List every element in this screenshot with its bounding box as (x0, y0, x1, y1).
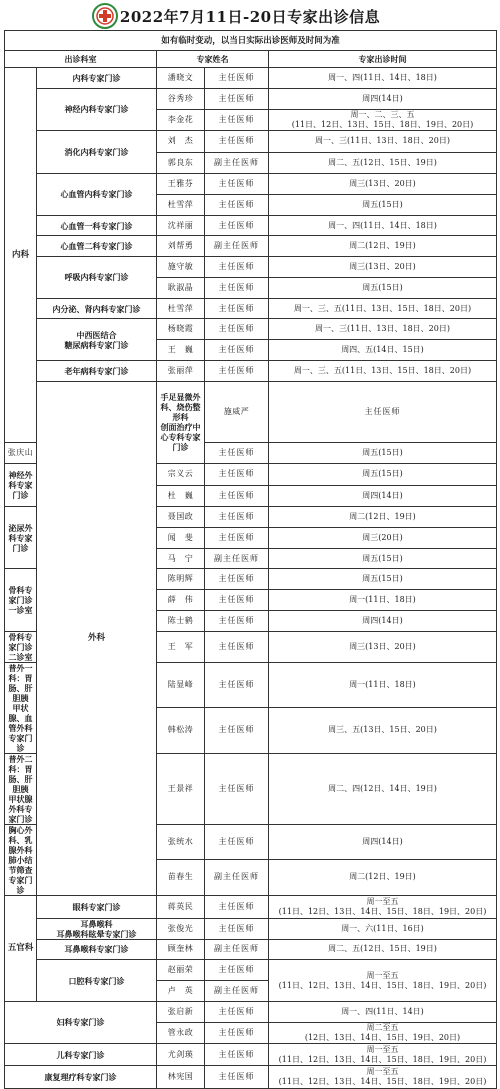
doctor-name: 王雅芬 (157, 174, 205, 195)
schedule-time (269, 277, 497, 298)
doctor-title: 主任医师 (205, 486, 269, 507)
schedule-line: 周五(15日) (362, 447, 403, 457)
clinic-name: 骨科专家门诊二诊室 (5, 631, 37, 662)
schedule-line: 周一、六(11日、16日) (341, 923, 424, 933)
schedule-time (269, 463, 497, 486)
doctor-name: 李金花 (157, 109, 205, 130)
schedule-time (269, 298, 497, 319)
doctor-name: 潘晓文 (157, 68, 205, 89)
schedule-time (269, 548, 497, 569)
table-row (5, 236, 497, 257)
doctor-title: 主任医师 (205, 68, 269, 89)
table-row (5, 174, 497, 195)
doctor-title: 主任医师 (205, 1043, 269, 1066)
schedule-time (269, 361, 497, 382)
clinic-name: 内分泌、肾内科专家门诊 (37, 298, 157, 319)
clinic-name: 神经内科专家门诊 (37, 88, 157, 130)
doctor-title: 主任医师 (205, 340, 269, 361)
schedule-line: 周一、三、五(11日、13日、15日、18日、20日) (293, 365, 472, 375)
doctor-title: 主任医师 (205, 257, 269, 278)
schedule-time (269, 130, 497, 153)
doctor-name: 林宪国 (157, 1066, 205, 1089)
schedule-time (269, 1001, 497, 1022)
schedule-line: 周四(14日) (362, 615, 403, 625)
doctor-name: 马 宁 (157, 548, 205, 569)
clinic-name: 中西医结合 糖尿病科专家门诊 (37, 319, 157, 361)
doctor-name: 张庆山 (5, 442, 37, 463)
schedule-line: 周一、四(11日、14日、18日) (328, 220, 437, 230)
doctor-title: 主任医师 (205, 130, 269, 153)
schedule-line: 周四、五(14日、15日) (341, 345, 424, 355)
schedule-line: 周一(11日、18日) (349, 679, 416, 689)
table-row (5, 130, 497, 153)
doctor-name: 卢 英 (157, 981, 205, 1002)
schedule-line: 周一至五 (366, 1044, 399, 1054)
doctor-title: 主任医师 (205, 277, 269, 298)
table-row (5, 298, 497, 319)
table-row (5, 88, 497, 109)
doctor-name: 杜雪萍 (157, 194, 205, 215)
schedule-line: (11日、12日、13日、14日、15日、18日、19日、20日) (278, 1054, 487, 1064)
doctor-name: 管永政 (157, 1022, 205, 1043)
table-row (5, 1001, 497, 1022)
column-header-name: 专家姓名 (157, 51, 269, 68)
doctor-title: 主任医师 (205, 88, 269, 109)
doctor-title: 主任医师 (205, 708, 269, 754)
schedule-time (269, 895, 497, 918)
schedule-line: 周五(15日) (362, 199, 403, 209)
doctor-title: 主任医师 (269, 381, 497, 442)
clinic-name: 普外一科：胃肠、肝胆胰 甲状腺、血管外科专家门诊 (5, 662, 37, 753)
clinic-name: 耳鼻喉科 耳鼻喉科眩晕专家门诊 (37, 918, 157, 939)
schedule-table-body (5, 31, 497, 1089)
schedule-time (269, 753, 497, 824)
doctor-name: 刘帮勇 (157, 236, 205, 257)
department-cell: 外科 (37, 381, 157, 895)
schedule-line: (11日、12日、13日、14日、15日、18日、19日、20日) (278, 980, 487, 990)
schedule-line: 周一、二、三、五 (350, 109, 415, 119)
clinic-name: 内科专家门诊 (37, 68, 157, 89)
doctor-name: 陈明辉 (157, 569, 205, 590)
doctor-title: 主任医师 (205, 1001, 269, 1022)
doctor-name: 闻 斐 (157, 527, 205, 548)
doctor-name: 王景祥 (157, 753, 205, 824)
doctor-title: 副主任医师 (205, 236, 269, 257)
clinic-name: 胸心外科、乳腺外科 肺小结节筛查专家门诊 (5, 824, 37, 895)
table-row (5, 1043, 497, 1066)
doctor-name: 张丽萍 (157, 361, 205, 382)
clinic-name: 老年病科专家门诊 (37, 361, 157, 382)
doctor-name: 陈士鹤 (157, 610, 205, 631)
schedule-table (4, 30, 497, 1089)
department-cell: 五官科 (5, 895, 37, 1001)
schedule-line: 周一、三、五(11日、13日、15日、18日、20日) (293, 303, 472, 313)
doctor-name: 张俊光 (157, 918, 205, 939)
clinic-name: 消化内科专家门诊 (37, 130, 157, 174)
schedule-line: 周一至五 (366, 896, 399, 906)
doctor-name: 张启新 (157, 1001, 205, 1022)
clinic-name: 泌尿外科专家门诊 (5, 507, 37, 569)
schedule-line: 周三(20日) (362, 532, 403, 542)
schedule-time (269, 960, 497, 1002)
schedule-time (269, 631, 497, 662)
schedule-time (269, 486, 497, 507)
schedule-time (269, 824, 497, 860)
doctor-title: 副主任医师 (205, 981, 269, 1002)
doctor-name: 顾奎林 (157, 939, 205, 960)
table-row (5, 257, 497, 278)
table-row (5, 918, 497, 939)
doctor-title: 主任医师 (205, 215, 269, 236)
doctor-title: 主任医师 (205, 1066, 269, 1089)
table-row (5, 381, 497, 442)
doctor-name: 杜 巍 (157, 486, 205, 507)
schedule-line: 周一至五 (366, 970, 399, 980)
schedule-line: 周五(15日) (362, 469, 403, 479)
schedule-time (269, 662, 497, 708)
notice-row (5, 31, 497, 51)
schedule-line: (11日、12日、13日、14日、15日、18日、19日、20日) (278, 906, 487, 916)
doctor-title: 主任医师 (205, 1022, 269, 1043)
schedule-time (269, 257, 497, 278)
doctor-title: 主任医师 (205, 960, 269, 981)
schedule-time (269, 1022, 497, 1043)
schedule-time (269, 708, 497, 754)
doctor-name: 施守敏 (157, 257, 205, 278)
doctor-name: 杨晓霞 (157, 319, 205, 340)
schedule-line: 周二(12日、19日) (349, 872, 416, 882)
schedule-line: 周五(15日) (362, 282, 403, 292)
schedule-time (269, 88, 497, 109)
schedule-time (269, 569, 497, 590)
clinic-name: 普外二科：胃肠、肝胆胰 甲状腺外科专家门诊 (5, 753, 37, 824)
schedule-line: (11日、12日、13日、15日、18日、19日、20日) (291, 119, 474, 129)
schedule-time (269, 610, 497, 631)
doctor-title: 主任医师 (205, 507, 269, 528)
doctor-title: 主任医师 (205, 109, 269, 130)
doctor-title: 副主任医师 (205, 548, 269, 569)
doctor-title: 副主任医师 (205, 939, 269, 960)
schedule-line: 周二至五 (366, 1022, 399, 1032)
doctor-title: 主任医师 (205, 569, 269, 590)
clinic-name: 神经外科专家门诊 (5, 463, 37, 507)
schedule-line: 周三(13日、20日) (349, 262, 416, 272)
doctor-name: 赵丽荣 (157, 960, 205, 981)
doctor-name: 薛 伟 (157, 590, 205, 611)
schedule-line: 周二、四(12日、14日、19日) (328, 783, 437, 793)
doctor-name: 聂国政 (157, 507, 205, 528)
doctor-title: 主任医师 (205, 527, 269, 548)
doctor-title: 主任医师 (205, 662, 269, 708)
doctor-title: 主任医师 (205, 463, 269, 486)
department-cell: 内科 (5, 68, 37, 443)
schedule-line: 周五(15日) (362, 574, 403, 584)
schedule-line: 周二(12日、19日) (349, 241, 416, 251)
schedule-time (269, 174, 497, 195)
doctor-name: 王 巍 (157, 340, 205, 361)
column-header-dept: 出诊科室 (5, 51, 157, 68)
header (0, 0, 500, 30)
schedule-time (269, 860, 497, 896)
schedule-time (269, 1066, 497, 1089)
doctor-name: 王 军 (157, 631, 205, 662)
doctor-title: 主任医师 (205, 319, 269, 340)
doctor-name: 沈祥丽 (157, 215, 205, 236)
doctor-name: 蒋英民 (157, 895, 205, 918)
schedule-line: 周三(13日、20日) (349, 179, 416, 188)
schedule-time (269, 590, 497, 611)
schedule-time (269, 442, 497, 463)
schedule-line: 周四(14日) (362, 93, 403, 103)
schedule-time (269, 153, 497, 174)
doctor-title: 主任医师 (205, 610, 269, 631)
doctor-title: 副主任医师 (205, 860, 269, 896)
schedule-line: 周三(13日、20日) (349, 641, 416, 651)
doctor-name: 耿淑晶 (157, 277, 205, 298)
clinic-name: 妇科专家门诊 (5, 1001, 157, 1043)
doctor-name: 郭良东 (157, 153, 205, 174)
schedule-line: 周五(15日) (362, 553, 403, 563)
schedule-line: 周四(14日) (362, 491, 403, 501)
doctor-title: 主任医师 (205, 174, 269, 195)
table-row (5, 215, 497, 236)
clinic-name: 康复理疗科专家门诊 (5, 1066, 157, 1089)
table-row (5, 960, 497, 981)
schedule-time (269, 109, 497, 130)
schedule-line: 周一(11日、18日) (349, 595, 416, 605)
table-row (5, 939, 497, 960)
column-header-schedule: 专家出诊时间 (269, 51, 497, 68)
schedule-line: (11日、12日、13日、14日、15日、18日、19日、20日) (278, 1077, 487, 1087)
doctor-name: 陆显峰 (157, 662, 205, 708)
page-title: 2022年7月11日-20日专家出诊信息 (119, 8, 381, 26)
schedule-line: 周二、五(12日、15日、19日) (328, 158, 437, 168)
doctor-title: 主任医师 (205, 824, 269, 860)
schedule-line: 周一、四(11日、14日、18日) (328, 72, 437, 82)
schedule-line: 周三、五(13日、15日、20日) (328, 725, 437, 735)
clinic-name: 心血管一科专家门诊 (37, 215, 157, 236)
table-row (5, 319, 497, 340)
doctor-name: 宗义云 (157, 463, 205, 486)
schedule-line: 周二、五(12日、15日、19日) (328, 944, 437, 954)
schedule-line: 周一至五 (366, 1067, 399, 1077)
clinic-name: 呼吸内科专家门诊 (37, 257, 157, 299)
clinic-name: 儿科专家门诊 (5, 1043, 157, 1066)
clinic-name: 口腔科专家门诊 (37, 960, 157, 1002)
doctor-name: 谷秀珍 (157, 88, 205, 109)
doctor-title: 主任医师 (205, 895, 269, 918)
doctor-title: 主任医师 (205, 442, 269, 463)
doctor-title: 主任医师 (205, 298, 269, 319)
table-row (5, 1066, 497, 1089)
clinic-name: 手足显微外科、烧伤整形科 创面治疗中心专科专家门诊 (157, 381, 205, 463)
column-header-row (5, 51, 497, 68)
doctor-name: 施威严 (205, 381, 269, 442)
schedule-time (269, 1043, 497, 1066)
schedule-time (269, 527, 497, 548)
doctor-name: 尤剑瑛 (157, 1043, 205, 1066)
schedule-time (269, 236, 497, 257)
clinic-name: 骨科专家门诊一诊室 (5, 569, 37, 631)
schedule-line: (12日、13日、14日、15日、19日、20日) (304, 1032, 461, 1042)
schedule-time (269, 918, 497, 939)
schedule-line: 周二(12日、19日) (349, 512, 416, 522)
table-row (5, 895, 497, 918)
schedule-line: 周一、三(11日、13日、18日、20日) (315, 324, 450, 334)
clinic-name: 眼科专家门诊 (37, 895, 157, 918)
schedule-time (269, 215, 497, 236)
schedule-time (269, 507, 497, 528)
doctor-name: 韩松涛 (157, 708, 205, 754)
schedule-line: 周一、三(11日、13日、18日、20日) (315, 136, 450, 146)
clinic-name: 心血管内科专家门诊 (37, 174, 157, 216)
doctor-title: 主任医师 (205, 631, 269, 662)
schedule-time (269, 194, 497, 215)
notice-text: 如有临时变动，以当日实际出诊医师及时间为准 (5, 31, 497, 51)
doctor-title: 主任医师 (205, 361, 269, 382)
doctor-title: 主任医师 (205, 194, 269, 215)
doctor-name: 杜雪萍 (157, 298, 205, 319)
doctor-title: 副主任医师 (205, 153, 269, 174)
schedule-time (269, 939, 497, 960)
doctor-title: 主任医师 (205, 590, 269, 611)
doctor-name: 刘 杰 (157, 130, 205, 153)
table-row (5, 361, 497, 382)
doctor-name: 张统水 (157, 824, 205, 860)
doctor-name: 苗春生 (157, 860, 205, 896)
schedule-line: 周四(14日) (362, 836, 403, 846)
schedule-time (269, 340, 497, 361)
schedule-time (269, 319, 497, 340)
schedule-line: 周一、四(11日、14日) (341, 1006, 424, 1016)
table-row (5, 68, 497, 89)
doctor-title: 主任医师 (205, 753, 269, 824)
clinic-name: 耳鼻喉科专家门诊 (37, 939, 157, 960)
schedule-time (269, 68, 497, 89)
clinic-name: 心血管二科专家门诊 (37, 236, 157, 257)
doctor-title: 主任医师 (205, 918, 269, 939)
